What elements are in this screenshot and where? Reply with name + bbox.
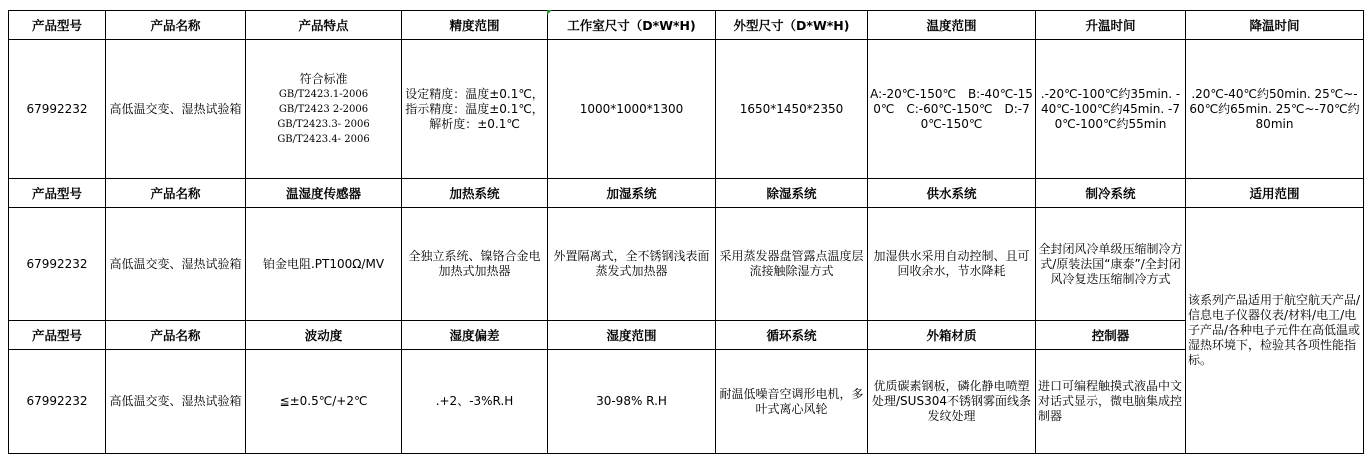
header-cell[interactable]: 温度范围 [868,11,1036,40]
data-row-2 [9,208,1364,321]
header-cell[interactable]: 外型尺寸（D*W*H) [716,11,868,40]
header-cell[interactable]: 产品型号 [9,321,106,350]
refrigeration-cell[interactable]: 全封闭风冷单级压缩制冷方式/原装法国“康泰”/全封闭风冷复迭压缩制冷方式 [1036,208,1186,321]
cell-comment-marker [547,10,552,15]
header-cell[interactable]: 升温时间 [1036,11,1186,40]
humidify-cell[interactable]: 外置隔离式，全不锈钢浅表面蒸发式加热器 [548,208,716,321]
dehumidify-cell[interactable]: 采用蒸发器盘管露点温度层流接触除湿方式 [716,208,868,321]
header-cell[interactable]: 产品型号 [9,179,106,208]
header-cell[interactable]: 工作室尺寸（D*W*H) [548,11,716,40]
water-supply-cell[interactable]: 加湿供水采用自动控制、且可回收余水，节水降耗 [868,208,1036,321]
features-title: 符合标准 [299,71,348,86]
header-cell[interactable]: 产品名称 [106,179,246,208]
features-cell[interactable] [246,40,402,179]
header-cell[interactable]: 温湿度传感器 [246,179,402,208]
standard-line: GB/T2423.3- 2006 [277,118,370,130]
header-cell[interactable]: 降温时间 [1186,11,1364,40]
header-cell[interactable]: 加湿系统 [548,179,716,208]
fluctuation-cell[interactable]: ≦±0.5℃/+2℃ [246,350,402,454]
header-cell[interactable]: 产品型号 [9,11,106,40]
product-name-cell[interactable]: 高低温交变、湿热试验箱 [106,40,246,179]
header-cell[interactable]: 控制器 [1036,321,1186,350]
heating-cell[interactable]: 全独立系统、镍铬合金电加热式加热器 [402,208,548,321]
sensor-cell[interactable]: 铂金电阻.PT100Ω/MV [246,208,402,321]
cool-time-cell[interactable]: .20℃-40℃约50min. 25℃~-60℃约65min. 25℃~-70℃约80min [1186,40,1364,179]
header-cell[interactable]: 除湿系统 [716,179,868,208]
temp-range-cell[interactable]: A:-20℃-150℃ B:-40℃-150℃ C:-60℃-150℃ D:-70℃-150℃ [868,40,1036,179]
model-cell[interactable]: 67992232 [9,350,106,454]
humidity-range-cell[interactable]: 30-98% R.H [548,350,716,454]
header-row-2 [9,179,1364,208]
heat-time-cell[interactable]: .-20℃-100℃约35min. -40℃-100℃约45min. -70℃-100℃约55min [1036,40,1186,179]
header-cell[interactable]: 湿度偏差 [402,321,548,350]
data-row-3 [9,350,1364,454]
standard-line: GB/T2423.4- 2006 [277,133,370,145]
header-cell[interactable]: 湿度范围 [548,321,716,350]
standard-line: GB/T2423.1-2006 [278,88,369,100]
header-row-3 [9,321,1364,350]
outer-size-cell[interactable]: 1650*1450*2350 [716,40,868,179]
circulation-cell[interactable]: 耐温低噪音空调形电机，多叶式离心风轮 [716,350,868,454]
data-row-1 [9,40,1364,179]
controller-cell[interactable]: 进口可编程触摸式液晶中文对话式显示，微电脑集成控制器 [1036,350,1186,454]
header-cell[interactable]: 适用范围 [1186,179,1364,208]
header-cell[interactable]: 产品特点 [246,11,402,40]
header-cell[interactable]: 产品名称 [106,321,246,350]
humidity-deviation-cell[interactable]: .+2、-3%R.H [402,350,548,454]
header-cell[interactable]: 循环系统 [716,321,868,350]
header-cell[interactable]: 供水系统 [868,179,1036,208]
spec-table [8,10,1364,454]
header-cell[interactable]: 精度范围 [402,11,548,40]
standard-line: GB/T2423 2-2006 [278,103,369,115]
model-cell[interactable]: 67992232 [9,40,106,179]
product-name-cell[interactable]: 高低温交变、湿热试验箱 [106,350,246,454]
header-cell[interactable]: 产品名称 [106,11,246,40]
header-cell[interactable]: 波动度 [246,321,402,350]
case-material-cell[interactable]: 优质碳素钢板，磷化静电喷塑处理/SUS304不锈钢雾面线条发纹处理 [868,350,1036,454]
header-cell[interactable]: 外箱材质 [868,321,1036,350]
precision-cell[interactable]: 设定精度：温度±0.1℃，指示精度：温度±0.1℃，解析度：±0.1℃ [402,40,548,179]
header-cell[interactable]: 加热系统 [402,179,548,208]
product-name-cell[interactable]: 高低温交变、湿热试验箱 [106,208,246,321]
header-row-1 [9,11,1364,40]
chamber-size-cell[interactable]: 1000*1000*1300 [548,40,716,179]
header-cell[interactable]: 制冷系统 [1036,179,1186,208]
model-cell[interactable]: 67992232 [9,208,106,321]
application-cell[interactable]: 该系列产品适用于航空航天产品/信息电子仪器仪表/材料/电工/电子产品/各种电子元件在高低温或湿热环境下，检验其各项性能指标。 [1186,208,1364,454]
